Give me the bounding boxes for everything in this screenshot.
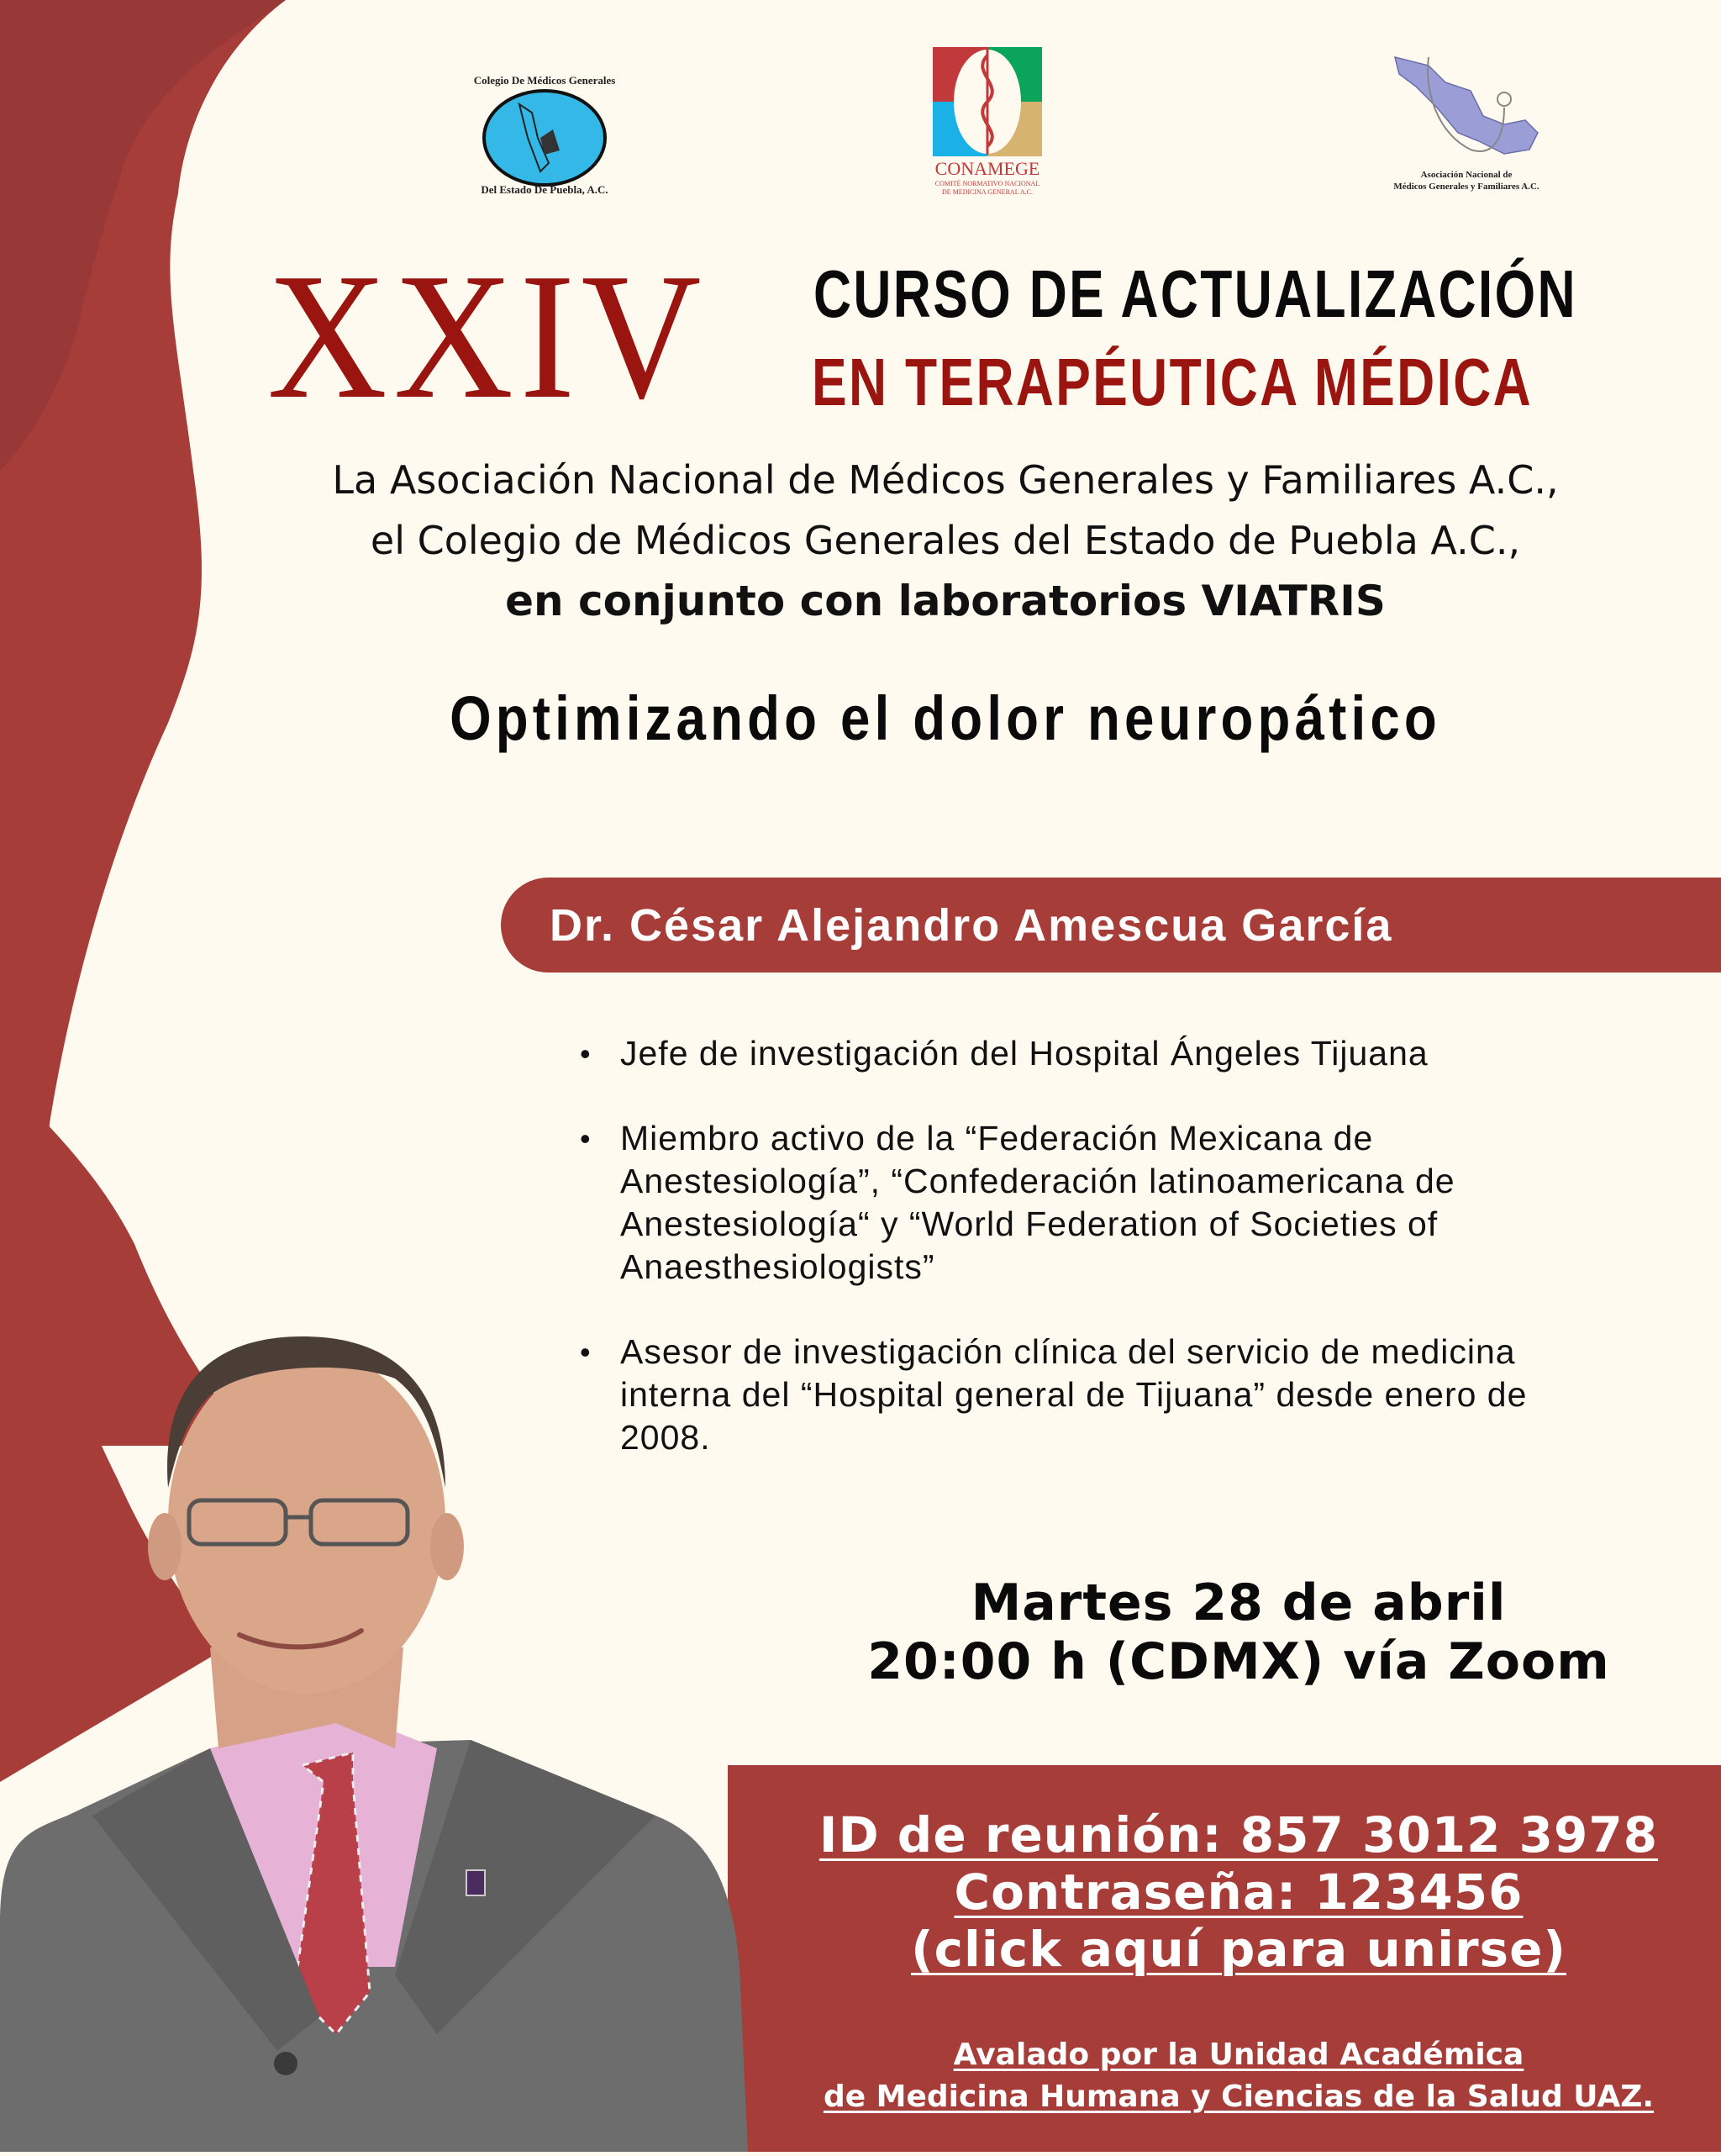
- conamege-logo: [933, 47, 1042, 198]
- meeting-id-link[interactable]: ID de reunión: 857 3012 3978: [818, 1806, 1659, 1863]
- conamege-subtitle-1: COMITÉ NORMATIVO NACIONAL: [934, 180, 1040, 187]
- meeting-info: [756, 1807, 1721, 1979]
- organizer-line-2: el Colegio de Médicos Generales del Estado de Puebla A.C.,: [370, 518, 1521, 563]
- conamege-name: CONAMEGE: [934, 158, 1040, 179]
- endorsement: [756, 2034, 1721, 2119]
- session-topic: Optimizando el dolor neuropático: [450, 683, 1441, 753]
- speaker-photo: [0, 1126, 756, 2152]
- course-title-line2: EN TERAPÉUTICA MÉDICA: [812, 345, 1534, 419]
- organizer-line-1: La Asociación Nacional de Médicos Generales y Familiares A.C.,: [332, 457, 1559, 503]
- speaker-banner: [501, 878, 1721, 973]
- bullet-icon: •: [580, 1121, 592, 1156]
- anmgf-caption-2: Médicos Generales y Familiares A.C.: [1393, 182, 1539, 192]
- colegio-logo-top-text: Colegio De Médicos Generales: [473, 74, 616, 87]
- join-meeting-link[interactable]: (click aquí para unirse): [911, 1920, 1566, 1978]
- bio-item: [580, 1032, 1588, 1075]
- meeting-password-link[interactable]: Contraseña: 123456: [954, 1863, 1524, 1921]
- bio-text: Asesor de investigación clínica del servicio de medicina interna del “Hospital general de Tijuana” desde enero de 2008.: [620, 1332, 1528, 1457]
- course-title-line1: CURSO DE ACTUALIZACIÓN: [813, 256, 1577, 331]
- bio-text: Miembro activo de la “Federación Mexicana de Anestesiología”, “Confederación latinoamericana de Anestesiología“ y “World Federation of Societies of Anaesthesiologists”: [620, 1119, 1455, 1286]
- edition-number: XXIV: [267, 235, 708, 436]
- bio-text: Jefe de investigación del Hospital Ángeles Tijuana: [620, 1034, 1429, 1073]
- colegio-logo-bottom-text: Del Estado De Puebla, A.C.: [481, 183, 608, 196]
- endorsement-line-1[interactable]: Avalado por la Unidad Académica: [953, 2037, 1524, 2072]
- event-datetime: [756, 1574, 1721, 1691]
- conamege-subtitle-2: DE MEDICINA GENERAL A.C.: [942, 188, 1033, 196]
- event-time: 20:00 h (CDMX) vía Zoom: [867, 1632, 1610, 1692]
- endorsement-line-2[interactable]: de Medicina Humana y Ciencias de la Salud UAZ.: [823, 2080, 1655, 2115]
- bullet-icon: •: [580, 1036, 592, 1071]
- colegio-medicos-puebla-logo: [461, 71, 629, 197]
- event-date: Martes 28 de abril: [971, 1574, 1507, 1632]
- anmgf-caption-1: Asociación Nacional de: [1420, 170, 1513, 180]
- asociacion-nacional-logo: [1378, 49, 1555, 196]
- organizer-line-3: en conjunto con laboratorios VIATRIS: [505, 577, 1386, 625]
- bullet-icon: •: [580, 1335, 592, 1369]
- speaker-name: Dr. César Alejandro Amescua García: [550, 899, 1393, 951]
